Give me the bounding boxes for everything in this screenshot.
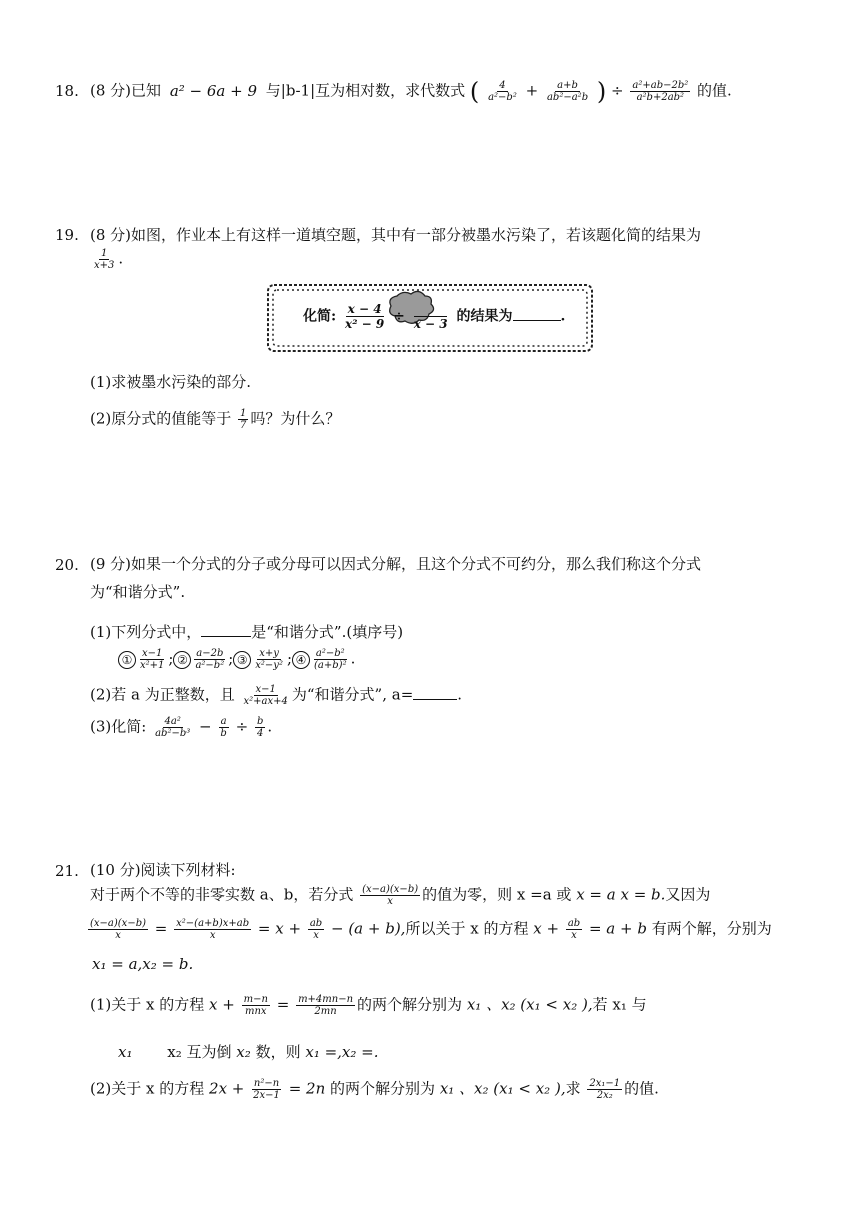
q18-expression: a² − 6a + 9 [169, 81, 258, 100]
q20-part2: (2)若 a 为正整数，且 $\frac{x-1}{\text{x²+ax+4}}$ 为“和谐分式”, a= . [90, 684, 463, 707]
q18-number: 18. [55, 82, 79, 100]
q18-divide: ÷ [611, 81, 624, 100]
q18-fraction-2: $\frac{a+b}{\text{ab²−a²b}}$ [546, 80, 589, 103]
q18-suffix: 的值. [697, 81, 732, 100]
q18-line [90, 77, 732, 106]
q19-part2: (2)原分式的值能等于 $\frac{1}{7}$ 吗？为什么？ [90, 408, 341, 431]
q19-text: (8 分)如图，作业本上有这样一道填空题，其中有一部分被墨水污染了，若该题化简的结果为 [90, 226, 702, 244]
q18-right-paren: ) [596, 77, 607, 106]
q20-line1: (9 分)如果一个分式的分子或分母可以因式分解，且这个分式不可约分，那么我们称这个分式 [90, 555, 702, 573]
q19-result-fraction: $\frac{1}{x+3}$ [94, 248, 115, 271]
q21-line3: x₁ = a,x₂ = b. [92, 955, 194, 973]
q18-fraction-1: $\frac{4}{\text{a²−b²}}$ [488, 80, 517, 103]
q21-line1: 对于两个不等的非零实数 a、b，若分式 $\frac{(x-a)(x-b)}{x}$ 的值为零，则 x =a 或 x = a x = b.又因为 [90, 884, 711, 907]
q20-number: 20. [55, 556, 79, 574]
q21-part1-cont: x₁ x₂ 互为倒 x₂ 数，则 x₁ =,x₂ =. [118, 1043, 379, 1061]
card-formula: 化简: $\frac{x - 4}{\text{x² − 9}}$ ÷ x − 3 的结果为 . [303, 302, 566, 331]
q20-part3: (3)化简: $\frac{\text{4a²}}{\text{ab²−b³}}$ − $\frac{a}{b}$ ÷ $\frac{b}{4}$ . [90, 716, 273, 739]
q18-mid-text: 与|b-1|互为相对数，求代数式 [265, 81, 466, 100]
q18-left-paren: ( [469, 77, 480, 106]
q19-number: 19. [55, 226, 79, 244]
q19-result: $\frac{1}{x+3}$ . [94, 248, 124, 271]
q20-line2: 为“和谐分式”. [90, 583, 186, 601]
q21-part2: (2)关于 x 的方程 2x + $\frac{\text{n²−n}}{2x-1}$ = 2n 的两个解分别为 x₁ 、x₂ (x₁ < x₂ ),求 $\frac{\text{2x₁−1}}{\text{2x₂}}$ 的值. [90, 1078, 659, 1101]
q19-part1: (1)求被墨水污染的部分. [90, 373, 252, 391]
q18-fraction-3: $\frac{\text{a²+ab−2b²}}{\text{a²b+2ab²}}$ [632, 80, 689, 103]
homework-card-image [265, 282, 595, 354]
q21-number: 21. [55, 862, 79, 880]
q18-plus: + [525, 81, 539, 100]
q20-options: ① $\frac{x-1}{\text{x²+1}}$ ; ② $\frac{a-2b}{\text{a²−b²}}$ ; ③ $\frac{x+y}{\text{x²−y²}}$ ; ④ $\frac{\text{a²−b²}}{\text{(a+b)²}}$ . [118, 648, 355, 671]
q20-part1: (1)下列分式中， 是“和谐分式”.(填序号) [90, 623, 404, 641]
q18-prefix: (8 分)已知 [90, 81, 162, 100]
q21-intro: (10 分)阅读下列材料: [90, 861, 236, 879]
q21-part1: (1)关于 x 的方程 x + $\frac{m-n}{\text{mnx}}$ = $\frac{m+4mn-n}{2mn}$ 的两个解分别为 x₁ 、x₂ (x₁ < x₂ ),若 x₁ 与 [90, 994, 647, 1017]
q21-line2: $\frac{(x-a)(x-b)}{x}$ = $\frac{\text{x²−(a+b)x+ab}}{x}$ = x + $\frac{ab}{x}$ − (a + b),所以关于 x 的方程 x + $\frac{ab}{x}$ = a + b 有两个解，分别为 [90, 918, 772, 941]
